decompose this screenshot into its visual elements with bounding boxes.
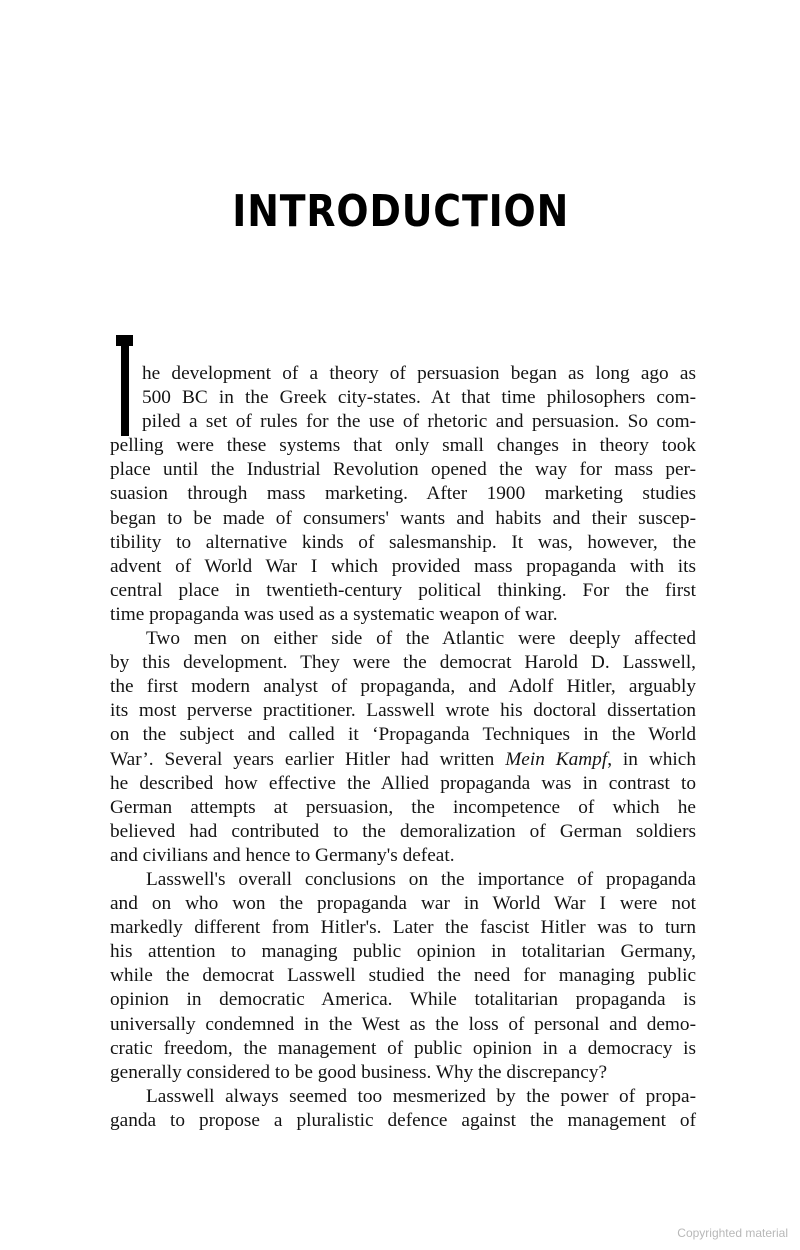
text-line: its most perverse practitioner. Lasswell wrote his doctoral dissertation (110, 700, 696, 722)
text-line: markedly different from Hitler's. Later the fascist Hitler was to turn (110, 917, 696, 939)
text-line: advent of World War I which provided mass propaganda with its (110, 555, 696, 577)
paragraph-4 (110, 1085, 696, 1133)
text-line: cratic freedom, the management of public opinion in a democracy is (110, 1037, 696, 1059)
text-line: opinion in democratic America. While totalitarian propaganda is (110, 989, 696, 1011)
text-line: German attempts at persuasion, the incompetence of which he (110, 796, 696, 818)
text-line: Two men on either side of the Atlantic were deeply affected (146, 628, 696, 650)
text-line: while the democrat Lasswell studied the need for managing public (110, 965, 696, 987)
paragraph-1 (110, 362, 696, 627)
text-line: universally condemned in the West as the loss of personal and demo- (110, 1013, 696, 1035)
text-line (110, 748, 696, 772)
text-line: and on who won the propaganda war in World War I were not (110, 893, 696, 915)
text-line: ganda to propose a pluralistic defence against the management of (110, 1109, 696, 1131)
text-line: and civilians and hence to Germany's defeat. (110, 844, 455, 866)
text-line: piled a set of rules for the use of rhetoric and persuasion. So com- (142, 411, 696, 433)
text-line: Lasswell always seemed too mesmerized by the power of propa- (146, 1085, 696, 1107)
text-line: time propaganda was used as a systematic weapon of war. (110, 603, 558, 625)
text-line: by this development. They were the democrat Harold D. Lasswell, (110, 652, 696, 674)
paragraph-2 (110, 627, 696, 868)
text-line: tibility to alternative kinds of salesmanship. It was, however, the (110, 531, 696, 553)
chapter-title: INTRODUCTION (232, 186, 570, 237)
copyright-watermark: Copyrighted material (677, 1226, 788, 1240)
text-line: he described how effective the Allied propaganda was in contrast to (110, 772, 696, 794)
text-line: 500 BC in the Greek city-states. At that time philosophers com- (142, 387, 696, 409)
text-line: central place in twentieth-century political thinking. For the first (110, 579, 696, 601)
body-text (110, 362, 696, 1133)
text-run: War’. Several years earlier Hitler had written (110, 748, 506, 770)
text-line: he development of a theory of persuasion began as long ago as (142, 363, 696, 384)
text-line: began to be made of consumers' wants and habits and their suscep- (110, 507, 696, 529)
book-title-mein-kampf: Mein Kampf (505, 748, 608, 770)
text-line: his attention to managing public opinion in totalitarian Germany, (110, 941, 696, 963)
text-line: suasion through mass marketing. After 1900 marketing studies (110, 483, 696, 505)
text-line: the first modern analyst of propaganda, and Adolf Hitler, arguably (110, 676, 696, 698)
text-line: place until the Industrial Revolution opened the way for mass per- (110, 459, 696, 481)
text-line: pelling were these systems that only small changes in theory took (110, 435, 696, 457)
text-line: generally considered to be good business. Why the discrepancy? (110, 1061, 608, 1083)
text-run: , in which (607, 748, 696, 770)
text-line: on the subject and called it ‘Propaganda Techniques in the World (110, 724, 696, 746)
text-line: believed had contributed to the demoralization of German soldiers (110, 820, 696, 842)
paragraph-3 (110, 868, 696, 1085)
text-line: Lasswell's overall conclusions on the importance of propaganda (146, 868, 696, 890)
